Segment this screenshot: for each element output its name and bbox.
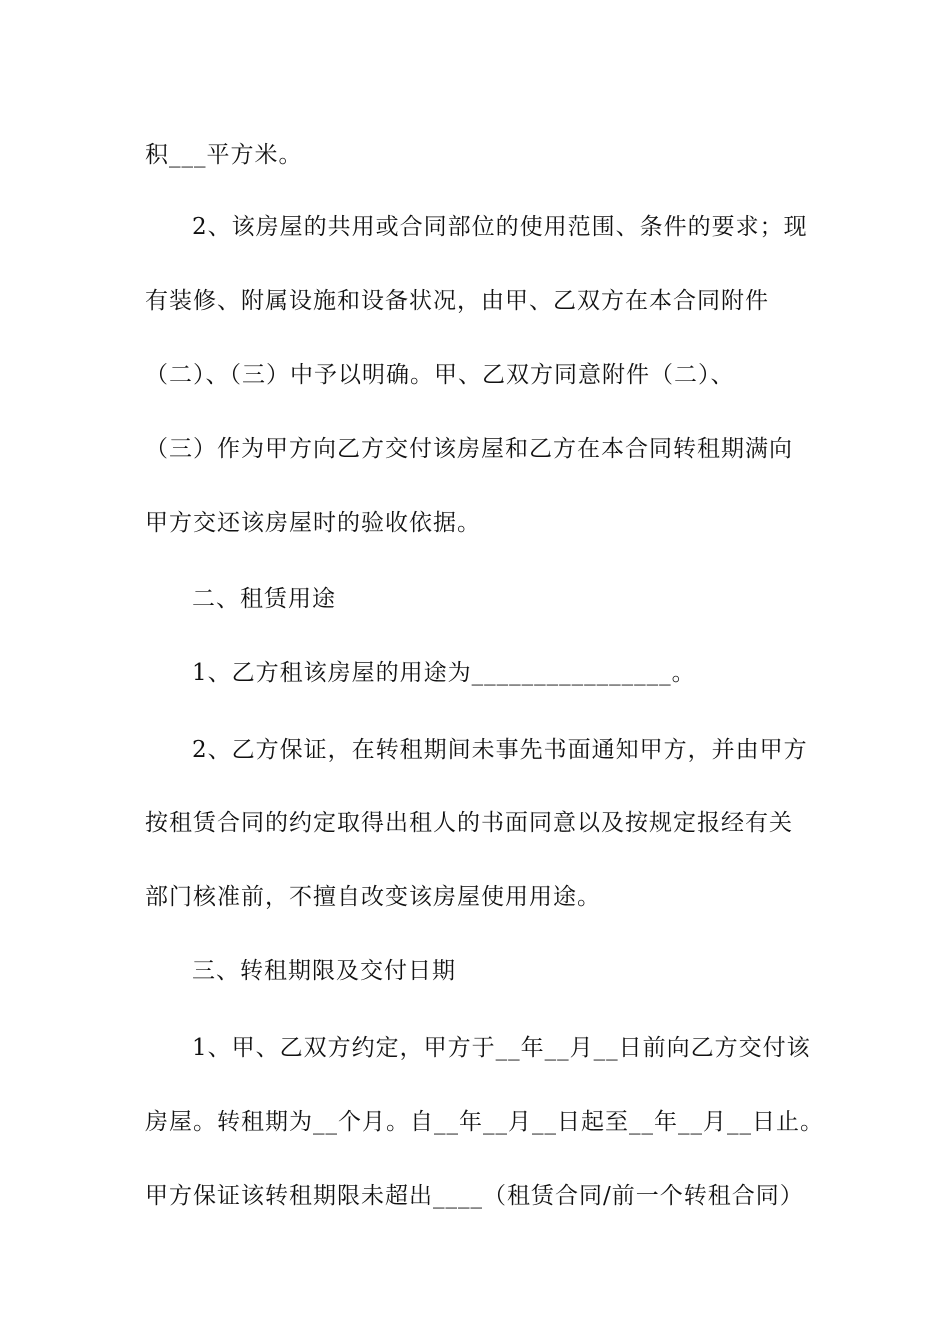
text-line-11: 部门核准前，不擅自改变该房屋使用用途。 — [145, 884, 601, 910]
text-line-6: 甲方交还该房屋时的验收依据。 — [145, 510, 481, 536]
text-line-15: 甲方保证该转租期限未超出____（租赁合同/前一个转租合同） — [145, 1183, 804, 1209]
text-line-14: 房屋。转租期为__个月。自__年__月__日起至__年__月__日止。 — [145, 1109, 824, 1135]
text-line-8: 1、乙方租该房屋的用途为________________。 — [192, 660, 696, 686]
text-line-1: 积___平方米。 — [145, 142, 303, 168]
text-line-13: 1、甲、乙双方约定，甲方于__年__月__日前向乙方交付该 — [192, 1035, 811, 1061]
text-line-10: 按租赁合同的约定取得出租人的书面同意以及按规定报经有关 — [145, 810, 793, 836]
text-line-4: （二）、（三）中予以明确。甲、乙双方同意附件（二）、 — [145, 362, 735, 388]
text-line-3: 有装修、附属设施和设备状况，由甲、乙双方在本合同附件 — [145, 288, 769, 314]
section-heading-2: 二、租赁用途 — [192, 586, 336, 612]
text-line-5: （三）作为甲方向乙方交付该房屋和乙方在本合同转租期满向 — [145, 436, 793, 462]
text-line-2: 2、该房屋的共用或合同部位的使用范围、条件的要求；现 — [192, 214, 808, 240]
text-line-9: 2、乙方保证，在转租期间未事先书面通知甲方，并由甲方 — [192, 737, 808, 763]
section-heading-3: 三、转租期限及交付日期 — [192, 958, 456, 984]
